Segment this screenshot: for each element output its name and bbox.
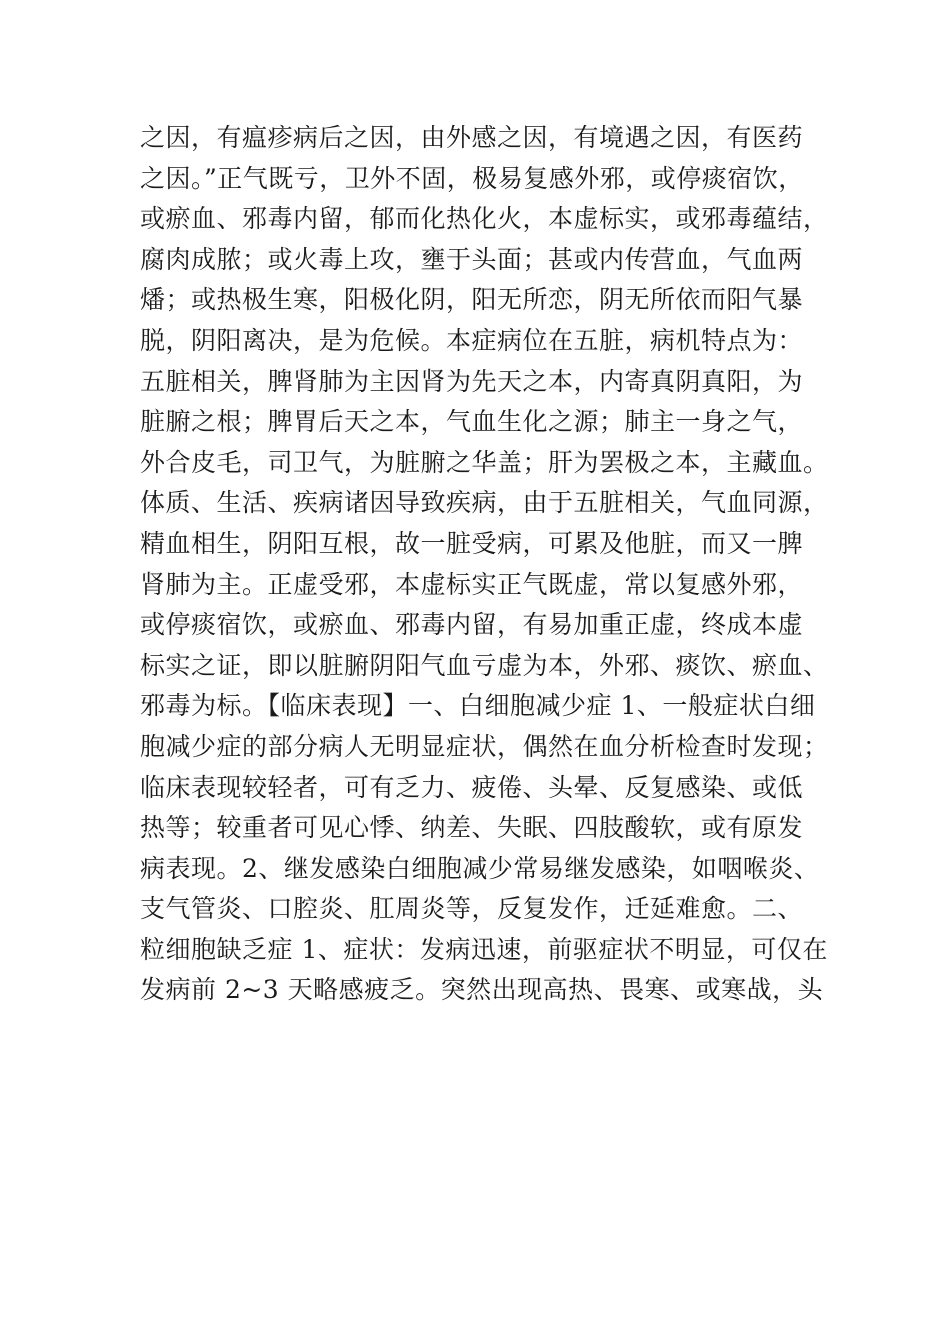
text-line: 精血相生，阴阳互根，故一脏受病，可累及他脏，而又一脾 — [140, 528, 804, 558]
text-line: 之因。”正气既亏，卫外不固，极易复感外邪，或停痰宿饮， — [140, 163, 804, 193]
text-line: 肾肺为主。正虚受邪，本虚标实正气既虚，常以复感外邪， — [140, 569, 804, 599]
text-line: 或瘀血、邪毒内留，郁而化热化火，本虚标实，或邪毒蕴结， — [140, 204, 829, 234]
text-line: 燔；或热极生寒，阳极化阴，阳无所恋，阴无所依而阳气暴 — [140, 285, 804, 315]
text-line: 病表现。2、继发感染白细胞减少常易继发感染，如咽喉炎、 — [140, 853, 820, 883]
text-line: 支气管炎、口腔炎、肛周炎等，反复发作，迁延难愈。二、 — [140, 894, 804, 924]
text-line: 临床表现较轻者，可有乏力、疲倦、头晕、反复感染、或低 — [140, 772, 804, 802]
text-line: 五脏相关，脾肾肺为主因肾为先天之本，内寄真阴真阳，为 — [140, 366, 804, 396]
text-line: 腐肉成脓；或火毒上攻，壅于头面；甚或内传营血，气血两 — [140, 244, 804, 274]
text-line: 或停痰宿饮，或瘀血、邪毒内留，有易加重正虚，终成本虚 — [140, 610, 804, 640]
text-line: 外合皮毛，司卫气，为脏腑之华盖；肝为罢极之本，主藏血。 — [140, 447, 829, 477]
text-line: 粒细胞缺乏症 1、症状：发病迅速，前驱症状不明显，可仅在 — [140, 934, 828, 964]
body-text — [140, 118, 840, 1011]
text-line: 体质、生活、疾病诸因导致疾病，由于五脏相关，气血同源， — [140, 488, 829, 518]
text-line: 胞减少症的部分病人无明显症状，偶然在血分析检查时发现； — [140, 731, 829, 761]
text-line: 脏腑之根；脾胃后天之本，气血生化之源；肺主一身之气， — [140, 407, 804, 437]
text-line: 脱，阴阳离决，是为危候。本症病位在五脏，病机特点为： — [140, 325, 804, 355]
text-line: 发病前 2~3 天略感疲乏。突然出现高热、畏寒、或寒战，头 — [140, 975, 824, 1005]
text-line: 之因，有瘟疹病后之因，由外感之因，有境遇之因，有医药 — [140, 123, 804, 152]
text-line: 标实之证，即以脏腑阴阳气血亏虚为本，外邪、痰饮、瘀血、 — [140, 650, 829, 680]
text-line: 热等；较重者可见心悸、纳差、失眠、四肢酸软，或有原发 — [140, 813, 804, 843]
text-line: 邪毒为标。【临床表现】一、白细胞减少症 1、一般症状白细 — [140, 691, 816, 721]
